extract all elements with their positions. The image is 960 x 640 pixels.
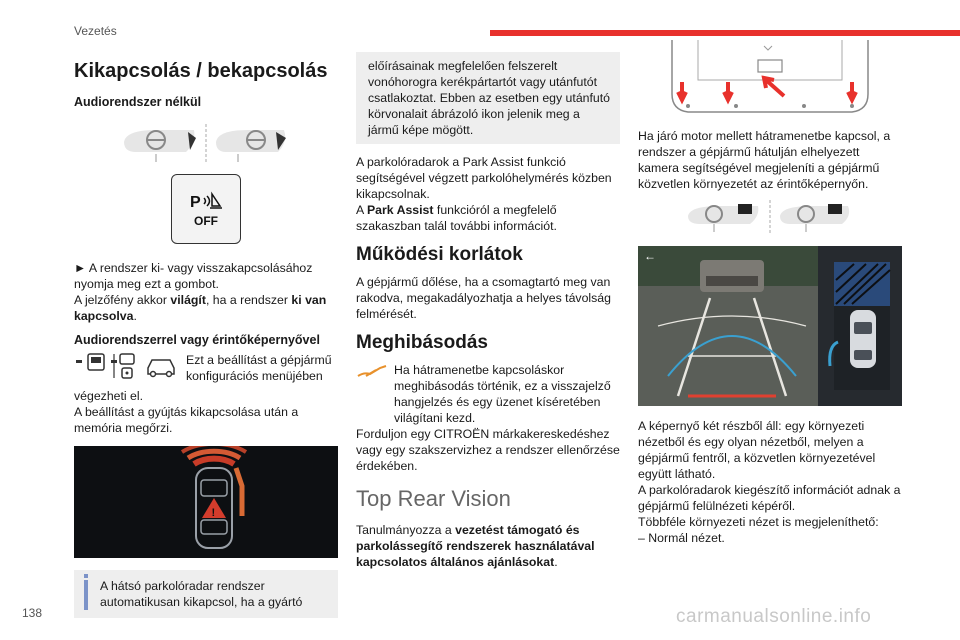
config-menu-icons (74, 352, 182, 382)
park-sensor-off-button[interactable] (171, 174, 241, 244)
heading-meghibasodas: Meghibásodás (356, 332, 488, 353)
svg-text:P: P (190, 193, 201, 211)
paragraph-indicator: A jelzőfény akkor világít, ha a rendszer ki van kapcsolva. (74, 293, 327, 323)
subheading-audio-nelkul: Audiorendszer nélkül (74, 95, 202, 109)
paragraph-dealer: Forduljon egy CITROËN márkakereskedéshez vagy egy szakszervizhez a rendszer ellenőrzése érdekében. (356, 427, 620, 473)
paragraph-radar-info: A parkolóradarok kiegészítő információt adnak a gépjármű felülnézeti képéről. (638, 483, 901, 513)
info-box-trailer: A hátsó parkolóradar rendszer automatikusan kikapcsol, ha a gyártó (74, 570, 338, 618)
paragraph-recommendations: Tanulmányozza a vezetést támogató és parkolássegítő rendszerek használatával kapcsolatos általános ajánlásokat. (356, 523, 595, 569)
dashboard-icon (116, 124, 296, 164)
section-label: Vezetés (74, 24, 117, 38)
paragraph-two-views: A képernyő két részből áll: egy környezeti nézetből és egy olyan nézetből, melyen a gépjármű fentről, a közvetlen környezetével együtt látható. (638, 419, 876, 481)
column-3 (638, 40, 902, 546)
paragraph-park-assist-off: A parkolóradarok a Park Assist funkció segítségével végzett parkolóhelymérés közben kikapcsolnak. (356, 155, 612, 201)
paragraph-park-assist-ref: A Park Assist funkcióról a megfelelő szakaszban talál további információt. (356, 203, 557, 233)
steering-wheel-illustration (74, 124, 338, 164)
park-sensor-icon (188, 190, 224, 212)
paragraph-limits: A gépjármű dőlése, ha a csomagtartó meg van rakodva, megakadályozhatja a helyes távolság felmérését. (356, 275, 611, 321)
rear-camera-location-illustration (638, 40, 902, 114)
car-rear-icon (638, 40, 902, 124)
paragraph-press-button: ► A rendszer ki- vagy visszakapcsolásához nyomja meg ezt a gombot. (74, 261, 313, 291)
watermark: carmanualsonline.info (676, 606, 872, 627)
column-2 (356, 52, 620, 570)
paragraph-config-cont: végezheti el. (74, 389, 144, 403)
list-item-normal-view: – Normál nézet. (638, 531, 725, 545)
rear-camera-screen (638, 246, 902, 406)
paragraph-views-list: Többféle környezeti nézet is megjeleníthető: (638, 515, 879, 529)
heading-mukodesi-korlatok: Működési korlátok (356, 244, 523, 265)
heading-top-rear-vision: Top Rear Vision (356, 486, 511, 511)
header-accent-bar (490, 30, 960, 36)
paragraph-reverse-camera: Ha járó motor mellett hátramenetbe kapcsol, a rendszer a gépjármű hátulján elhelyezett kamera segítségével megjeleníti a gépjármű közvetlen környezetét az érintőképernyőn. (638, 129, 891, 191)
fault-warning-icon (356, 362, 388, 380)
info-box-continued: előírásainak megfelelően felszerelt vonóhorogra kerékpártartót vagy utánfutót csatlakoztat. Ebben az esetben egy utánfutó körvonalait ábrázoló ikon jelenik meg a jármű képe mögött. (356, 52, 620, 144)
heading-kikapcsolas: Kikapcsolás / bekapcsolás (74, 60, 328, 82)
rear-sensor-display (74, 446, 338, 558)
info-icon (84, 580, 88, 610)
paragraph-fault: Ha hátramenetbe kapcsoláskor meghibásodás történik, ez a visszajelző hangjelzés és egy üzenet kíséretében világítani kezd. (394, 363, 611, 425)
svg-text:!: ! (211, 507, 216, 519)
car-top-view-icon (74, 446, 338, 558)
paragraph-config-menu: Ezt a beállítást a gépjármű konfigurációs menüjében (186, 353, 332, 383)
paragraph-memory: A beállítást a gyújtás kikapcsolása után a memória megőrzi. (74, 405, 299, 435)
dashboard-screen-icon (680, 200, 860, 234)
off-label: OFF (194, 213, 218, 228)
camera-view-graphic (638, 246, 902, 406)
svg-text:←: ← (644, 249, 656, 263)
column-1 (74, 52, 338, 618)
page-number: 138 (22, 606, 43, 620)
dashboard-screen-illustration (638, 200, 902, 234)
subheading-audio-touchscreen: Audiorendszerrel vagy érintőképernyővel (74, 333, 320, 347)
